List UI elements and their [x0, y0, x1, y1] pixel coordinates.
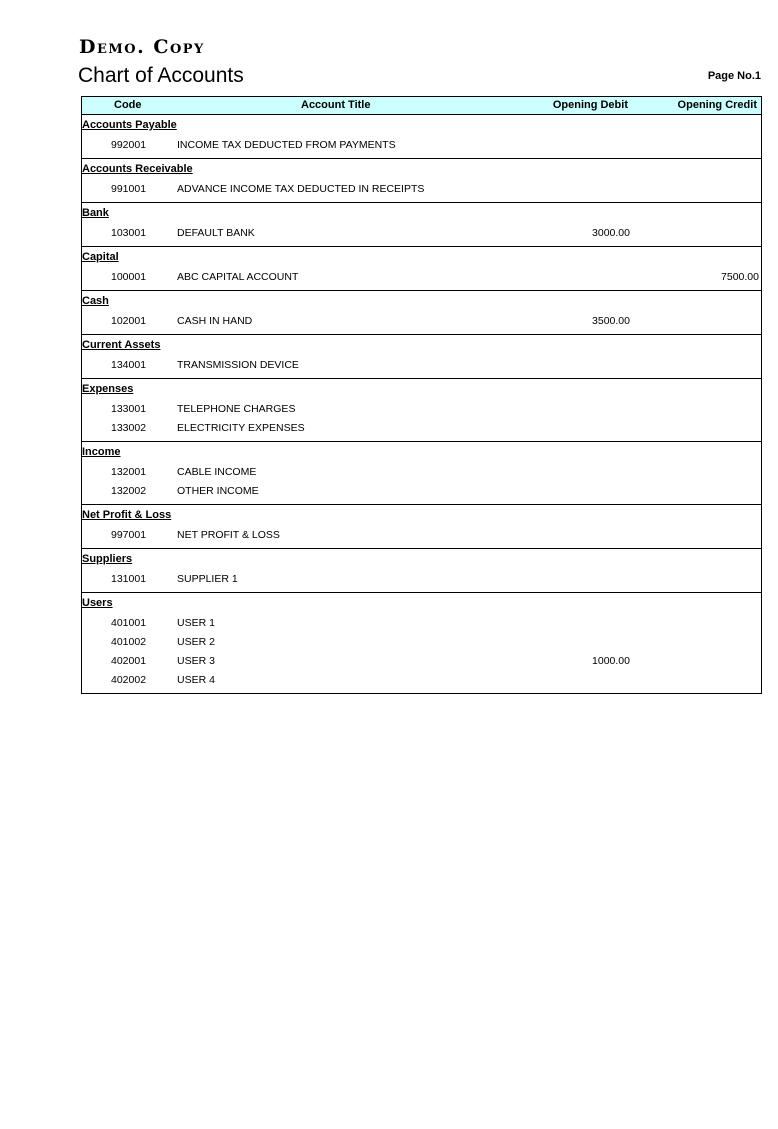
account-group [82, 593, 761, 693]
account-title: USER 1 [177, 617, 215, 629]
account-group [82, 247, 761, 291]
accounts-table [81, 96, 762, 694]
account-code: 102001 [111, 315, 147, 327]
column-header-credit: Opening Credit [677, 99, 757, 111]
table-row [82, 462, 761, 481]
account-title: SUPPLIER 1 [177, 573, 238, 585]
group-name: Income [82, 446, 121, 458]
account-code: 401002 [111, 636, 147, 648]
account-code: 103001 [111, 227, 147, 239]
table-row [82, 525, 761, 544]
table-row [82, 179, 761, 198]
account-code: 100001 [111, 271, 147, 283]
opening-credit: 7500.00 [721, 271, 759, 283]
account-code: 133001 [111, 403, 147, 415]
group-name: Accounts Payable [82, 119, 177, 131]
table-header [82, 97, 761, 115]
opening-debit: 3000.00 [592, 227, 630, 239]
account-code: 132002 [111, 485, 147, 497]
account-title: OTHER INCOME [177, 485, 259, 497]
group-name: Net Profit & Loss [82, 509, 172, 521]
group-name: Bank [82, 207, 109, 219]
group-name: Expenses [82, 383, 134, 395]
table-row [82, 135, 761, 154]
account-title: TRANSMISSION DEVICE [177, 359, 299, 371]
table-row [82, 418, 761, 437]
account-group [82, 505, 761, 549]
group-name: Capital [82, 251, 119, 263]
table-row [82, 481, 761, 500]
account-title: USER 2 [177, 636, 215, 648]
account-code: 992001 [111, 139, 147, 151]
account-code: 133002 [111, 422, 147, 434]
column-header-debit: Opening Debit [552, 99, 628, 111]
account-title: NET PROFIT & LOSS [177, 529, 280, 541]
account-code: 401001 [111, 617, 147, 629]
account-group [82, 379, 761, 442]
table-row [82, 223, 761, 242]
page-number: Page No.1 [707, 70, 761, 82]
account-group [82, 335, 761, 379]
group-name: Suppliers [82, 553, 133, 565]
table-row [82, 569, 761, 588]
account-code: 991001 [111, 183, 147, 195]
group-name: Cash [82, 295, 109, 307]
column-header-code: Code [114, 99, 142, 111]
account-title: ELECTRICITY EXPENSES [177, 422, 305, 434]
account-group [82, 203, 761, 247]
account-title: CASH IN HAND [177, 315, 253, 327]
account-group [82, 442, 761, 505]
account-title: INCOME TAX DEDUCTED FROM PAYMENTS [177, 139, 396, 151]
table-row [82, 613, 761, 632]
group-name: Users [82, 597, 113, 609]
account-title: ABC CAPITAL ACCOUNT [177, 271, 299, 283]
account-title: USER 4 [177, 674, 215, 686]
account-code: 997001 [111, 529, 147, 541]
group-name: Current Assets [82, 339, 161, 351]
account-code: 134001 [111, 359, 147, 371]
demo-copy-label: Demo. Copy [79, 36, 205, 58]
account-code: 402002 [111, 674, 147, 686]
account-group [82, 549, 761, 593]
account-group [82, 115, 761, 159]
table-row [82, 632, 761, 651]
account-title: USER 3 [177, 655, 215, 667]
table-row [82, 670, 761, 689]
table-row [82, 399, 761, 418]
report-title: Chart of Accounts [78, 64, 244, 87]
account-title: ADVANCE INCOME TAX DEDUCTED IN RECEIPTS [177, 183, 425, 195]
table-row [82, 267, 761, 286]
account-title: TELEPHONE CHARGES [177, 403, 296, 415]
opening-debit: 1000.00 [592, 655, 630, 667]
table-row [82, 651, 761, 670]
table-row [82, 355, 761, 374]
opening-debit: 3500.00 [592, 315, 630, 327]
account-code: 131001 [111, 573, 147, 585]
account-title: CABLE INCOME [177, 466, 257, 478]
account-group [82, 291, 761, 335]
column-header-title: Account Title [301, 99, 371, 111]
group-name: Accounts Receivable [82, 163, 193, 175]
account-group [82, 159, 761, 203]
account-code: 132001 [111, 466, 147, 478]
account-code: 402001 [111, 655, 147, 667]
account-title: DEFAULT BANK [177, 227, 255, 239]
table-row [82, 311, 761, 330]
